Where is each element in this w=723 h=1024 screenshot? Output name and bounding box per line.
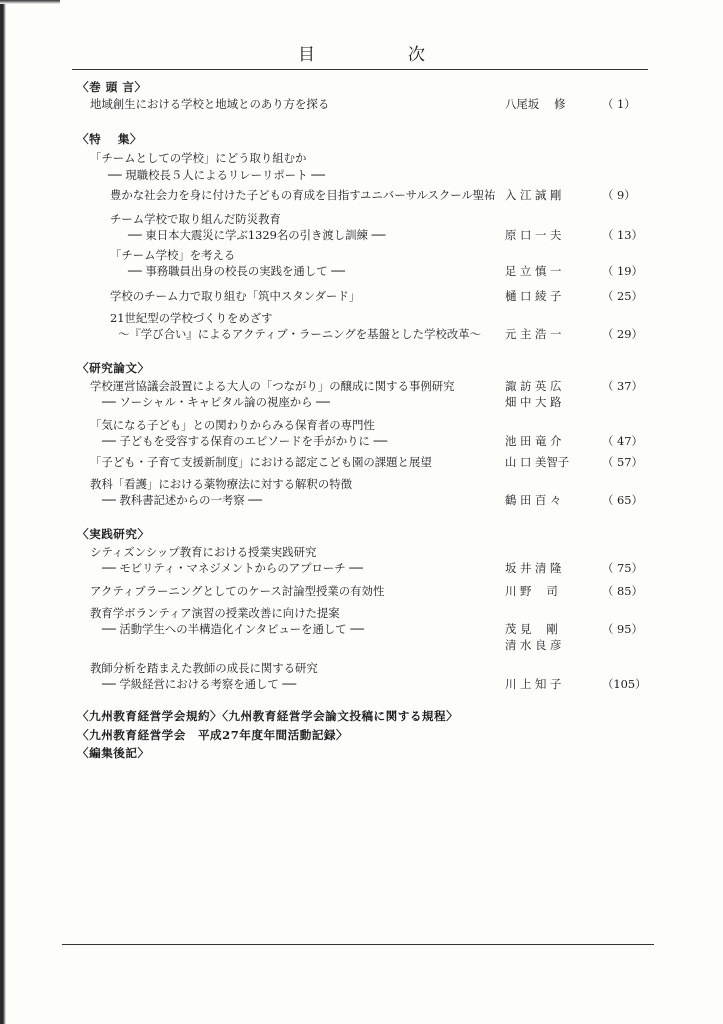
toc-entry-title[interactable]: 学校運営協議会設置による大人の「つながり」の醸成に関する事例研究 — [90, 379, 455, 393]
toc-entry-page: （ 95） — [602, 622, 643, 636]
footer-entry[interactable]: 〈九州教育経営学会 平成27年度年間活動記録〉 — [77, 728, 349, 742]
toc-entry-page: （ 75） — [602, 561, 643, 575]
toc-entry-title[interactable]: 「子ども・子育て支援新制度」における認定こども園の課題と展望 — [90, 455, 432, 469]
toc-entry-author: 畑 中 大 路 — [505, 395, 562, 409]
toc-entry-subtitle: ── 現職校長５人によるリレーリポート ── — [108, 168, 325, 182]
toc-entry-author: 足 立 慎 一 — [505, 264, 562, 278]
section-heading: 〈巻 頭 言〉 — [77, 80, 147, 94]
toc-entry-page: （ 13） — [602, 228, 643, 242]
toc-entry-author: 川 上 知 子 — [505, 677, 562, 691]
toc-entry-author: 鶴 田 百 々 — [505, 493, 562, 507]
toc-entry-author: 元 主 浩 一 — [505, 327, 562, 341]
toc-entry-title[interactable]: 教育学ボランティア演習の授業改善に向けた提案 — [90, 606, 340, 620]
toc-entry-page: （ 57） — [602, 455, 643, 469]
toc-entry-subtitle: ── 活動学生への半構造化インタビューを通して ── — [102, 622, 365, 636]
toc-entry-page: （ 9） — [602, 188, 636, 202]
toc-entry-author: 坂 井 清 隆 — [505, 561, 562, 575]
toc-entry-subtitle: ── ソーシャル・キャピタル論の視座から ── — [102, 395, 330, 409]
toc-entry-author: 茂 見 剛 — [505, 622, 558, 636]
footer-entry[interactable]: 〈九州教育経営学会規約〉〈九州教育経営学会論文投稿に関する規程〉 — [77, 709, 459, 723]
toc-entry-author: 八尾坂 修 — [505, 97, 566, 111]
toc-entry-subtitle: ── 子どもを受容する保育のエピソードを手がかりに ── — [102, 434, 388, 448]
toc-entry-page: （ 25） — [602, 289, 643, 303]
toc-entry-subtitle: ～『学び合い』によるアクティブ・ラーニングを基盤とした学校改革～ — [118, 327, 482, 341]
toc-entry-title[interactable]: アクティブラーニングとしてのケース討論型授業の有効性 — [90, 584, 385, 598]
page-title: 目 次 — [298, 45, 463, 65]
toc-entry-page: （ 65） — [602, 493, 643, 507]
toc-entry-title[interactable]: 学校のチーム力で取り組む「筑中スタンダード」 — [110, 289, 361, 303]
toc-entry-author: 原 口 一 夫 — [505, 228, 562, 242]
toc-entry-page: （105） — [602, 677, 647, 691]
toc-entry-subtitle: ── 東日本大震災に学ぶ1329名の引き渡し訓練 ── — [128, 228, 386, 242]
toc-entry-subtitle: ── 教科書記述からの一考察 ── — [102, 493, 262, 507]
toc-entry-title[interactable]: 教科「看護」における薬物療法に対する解釈の特徴 — [90, 477, 352, 491]
toc-entry-author: 川 野 司 — [505, 584, 558, 598]
toc-entry-author: 諏 訪 英 広 — [505, 379, 562, 393]
toc-entry-page: （ 47） — [602, 434, 643, 448]
section-heading: 〈特 集〉 — [77, 132, 143, 146]
toc-entry-title[interactable]: シティズンシップ教育における授業実践研究 — [90, 545, 317, 559]
toc-entry-author: 樋 口 綾 子 — [505, 289, 562, 303]
toc-entry-subtitle: ── モビリティ・マネジメントからのアプローチ ── — [102, 561, 364, 575]
toc-entry-title[interactable]: 21世紀型の学校づくりをめざす — [110, 311, 273, 325]
toc-entry-title[interactable]: 「気になる子ども」との関わりからみる保育者の専門性 — [90, 418, 375, 432]
section-heading: 〈実践研究〉 — [77, 527, 150, 541]
toc-entry-title[interactable]: 教師分析を踏まえた教師の成長に関する研究 — [90, 661, 318, 675]
toc-entry-page: （ 19） — [602, 264, 643, 278]
toc-entry-author: 池 田 竜 介 — [505, 434, 562, 448]
toc-entry-page: （ 37） — [602, 379, 643, 393]
toc-entry-author: 山 口 美智子 — [505, 455, 570, 469]
toc-entry-page: （ 29） — [602, 327, 643, 341]
toc-entry-title[interactable]: 「チームとしての学校」にどう取り組むか — [90, 151, 307, 165]
footer-entry[interactable]: 〈編集後記〉 — [77, 746, 150, 760]
toc-entry-title[interactable]: 豊かな社会力を身に付けた子どもの育成を目指すユニバーサルスクール聖祐 — [110, 188, 496, 202]
toc-entry-title[interactable]: 「チーム学校」を考える — [110, 248, 236, 262]
toc-entry-subtitle: ── 学級経営における考察を通して ── — [102, 677, 297, 691]
divider-bottom — [62, 944, 654, 945]
section-heading: 〈研究論文〉 — [77, 361, 150, 375]
toc-entry-title[interactable]: 地域創生における学校と地域とのあり方を探る — [90, 97, 330, 111]
toc-entry-author: 清 水 良 彦 — [505, 638, 562, 652]
toc-entry-page: （ 85） — [602, 584, 643, 598]
toc-entry-author: 入 江 誠 剛 — [505, 188, 562, 202]
toc-entry-title[interactable]: チーム学校で取り組んだ防災教育 — [110, 212, 281, 226]
toc-entry-page: （ 1） — [602, 97, 636, 111]
toc-entry-subtitle: ── 事務職員出身の校長の実践を通して ── — [128, 264, 345, 278]
